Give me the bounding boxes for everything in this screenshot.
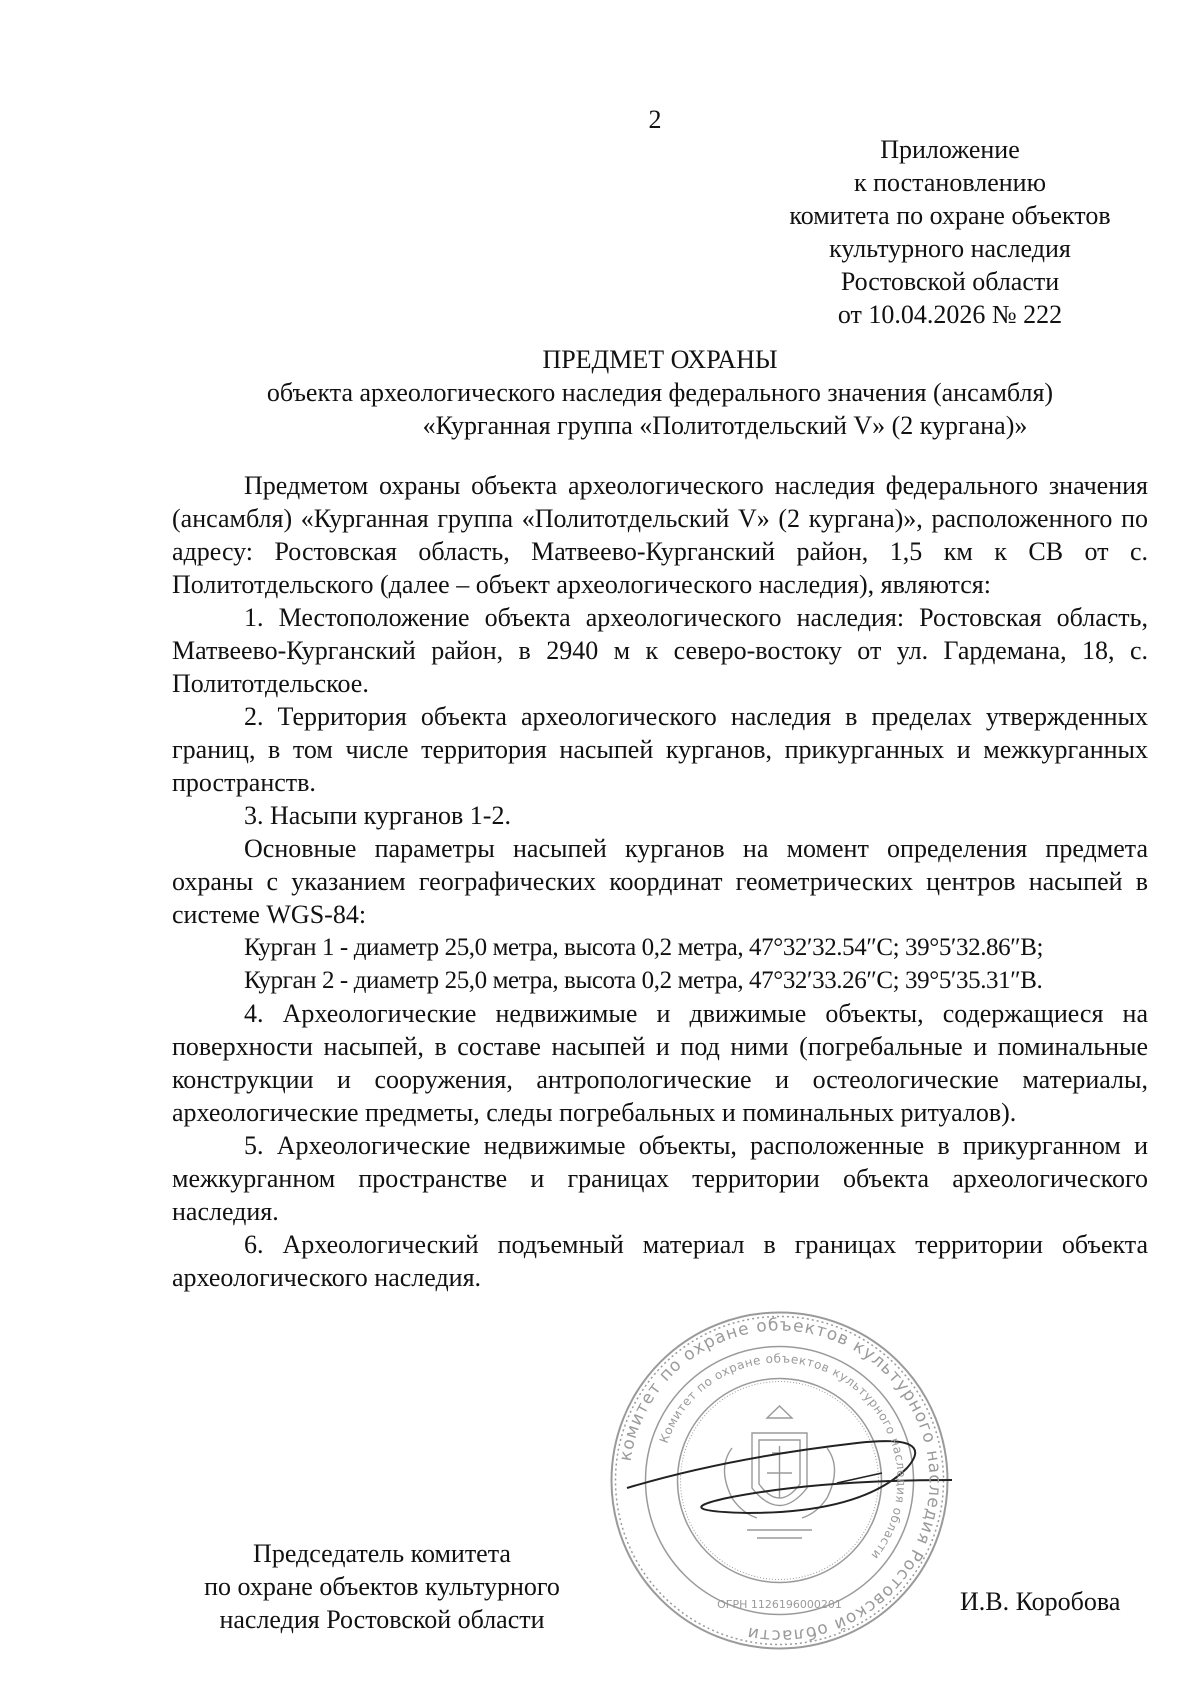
document-title (170, 343, 1150, 442)
item-5-immovable: 5. Археологические недвижимые объекты, расположенные в прикурганном и межкурганном пространстве и границах территории объекта археологического наследия. (172, 1131, 1148, 1226)
approval-line: Ростовской области (840, 267, 1060, 296)
title-heading: ПРЕДМЕТ ОХРАНЫ (542, 345, 778, 374)
approval-line: к постановлению (853, 168, 1047, 197)
params-paragraph: Основные параметры насыпей курганов на момент определения предмета охраны с указанием географических координат геометрических центров насыпей в системе WGS-84: (172, 834, 1148, 929)
approval-line: от 10.04.2026 № 222 (837, 300, 1063, 329)
approval-line: Приложение (880, 135, 1020, 164)
item-2-territory: 2. Территория объекта археологического наследия в пределах утвержденных границ, в том числе территория насыпей курганов, прикурганных и межкурганных пространств. (172, 702, 1148, 797)
seal-inner-text: Комитет по охране объектов культурного наследия области (656, 1351, 909, 1563)
approval-block (760, 133, 1140, 331)
signatory-name: И.В. Коробова (960, 1587, 1121, 1616)
seal-number-text: ОГРН 1126196000201 (717, 1598, 842, 1611)
position-line: наследия Ростовской области (219, 1605, 545, 1634)
item-1-location: 1. Местоположение объекта археологического наследия: Ростовская область, Матвеево-Курганский район, в 2940 м к северо-востоку от ул. Гардемана, 18, с. Политотдельское. (172, 603, 1148, 698)
position-line: по охране объектов культурного (204, 1572, 560, 1601)
approval-line: комитета по охране объектов (789, 201, 1111, 230)
item-3-mounds: 3. Насыпи курганов 1-2. (244, 801, 511, 830)
official-seal-icon (607, 1308, 952, 1653)
seal-outer-text: комитет по охране объектов культурного наследия Ростовской области (615, 1315, 945, 1646)
page-number: 2 (648, 105, 662, 134)
signatory-position (172, 1537, 592, 1636)
kurgan-1-coordinates: Курган 1 - диаметр 25,0 метра, высота 0,2 метра, 47°32′32.54″С; 39°5′32.86″В; (244, 934, 1044, 961)
kurgan-2-coordinates: Курган 2 - диаметр 25,0 метра, высота 0,2 метра, 47°32′33.26″С; 39°5′35.31″В. (244, 967, 1043, 994)
approval-line: культурного наследия (829, 234, 1071, 263)
item-6-surface-material: 6. Археологический подъемный материал в границах территории объекта археологического наследия. (172, 1230, 1148, 1292)
title-line-2: «Курганная группа «Политотдельский V» (2 кургана)» (422, 411, 1028, 440)
title-line-1: объекта археологического наследия федерального значения (ансамбля) (266, 378, 1054, 407)
intro-paragraph: Предметом охраны объекта археологического наследия федерального значения (ансамбля) «Курганная группа «Политотдельский V» (2 кургана)», расположенного по адресу: Ростовская область, Матвеево-Курганский район, 1,5 км к СВ от с. Политотдельского (далее – объект археологического наследия), являются: (172, 471, 1148, 599)
document-body (172, 469, 1148, 1294)
position-line: Председатель комитета (253, 1539, 511, 1568)
item-4-objects: 4. Археологические недвижимые и движимые объекты, содержащиеся на поверхности насыпей, в составе насыпей и под ними (погребальные и поминальные конструкции и сооружения, антропологические и остеологические материалы, археологические предметы, следы погребальных и поминальных ритуалов). (172, 999, 1148, 1127)
